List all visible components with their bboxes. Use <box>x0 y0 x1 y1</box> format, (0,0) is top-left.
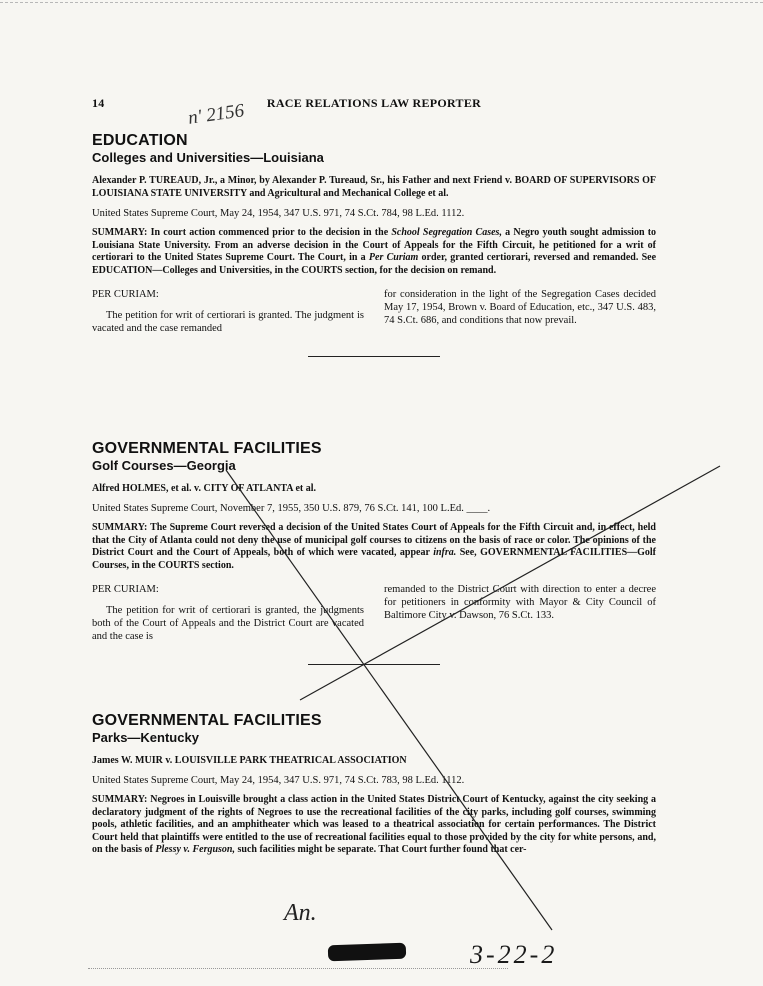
per-curiam-label: PER CURIAM: <box>92 289 159 301</box>
subsection-heading: Colleges and Universities—Louisiana <box>92 150 324 165</box>
summary-italic: infra. <box>433 547 457 559</box>
summary-text: See, GOVERNMENTAL FACILITIES—Golf Courses, in the COURTS section. <box>92 547 657 571</box>
summary-italic: Per Curiam <box>368 252 419 264</box>
summary-italic: School Segregation Cases, <box>391 227 502 238</box>
per-curiam-label: PER CURIAM: <box>92 584 159 596</box>
summary-text: Negroes in Louisville brought a class action in the United States District Court of Kentucky, against the city seeking a declaratory judgment of the rights of Negroes to use the recreational facilities of the city parks, including golf courses, swimming pools, athletic facilities, and an amphitheater which was leased to a theatrical association for certain performances. The District Court held that plaintiffs were entitled to the use of recreational facilities equal to those provided by the city for white persons, and, on the basis of <box>92 794 657 856</box>
section-heading: GOVERNMENTAL FACILITIES <box>92 440 322 457</box>
cross-out-line <box>300 466 720 700</box>
summary-label: SUMMARY: <box>92 794 148 805</box>
cross-out-line <box>226 470 552 930</box>
opinion-text: The petition for writ of certiorari is granted. The judgment is vacated and the case remanded <box>92 310 364 334</box>
summary-label: SUMMARY: <box>92 522 148 533</box>
subsection-heading: Golf Courses—Georgia <box>92 458 236 473</box>
summary-text: a Negro youth sought admission to Louisiana State University. From an adverse decision in the Court of Appeals for the Fifth Circuit, he petitioned for a writ of certiorari to the United States Supreme Court. The Court, in a <box>92 227 657 264</box>
page-number: 14 <box>92 96 105 110</box>
handwritten-note: n' 2156 <box>186 100 246 129</box>
section-heading: GOVERNMENTAL FACILITIES <box>92 712 322 729</box>
ink-smudge <box>328 943 407 962</box>
running-title: RACE RELATIONS LAW REPORTER <box>266 96 482 110</box>
case-citation: United States Supreme Court, May 24, 1954, 347 U.S. 971, 74 S.Ct. 783, 98 L.Ed. 1112. <box>92 775 465 786</box>
summary-text: order, granted certiorari, reversed and remanded. See EDUCATION—Colleges and Universities, in the COURTS section, for the decision on remand. <box>92 252 657 276</box>
opinion-text: The petition for writ of certiorari is granted, the judgments both of the Court of Appeals and the District Court are vacated and the case is <box>92 605 364 642</box>
handwritten-initials: An. <box>284 900 317 926</box>
subsection-heading: Parks—Kentucky <box>92 730 199 745</box>
case-citation: United States Supreme Court, May 24, 1954, 347 U.S. 971, 74 S.Ct. 784, 98 L.Ed. 1112. <box>92 208 465 219</box>
handwritten-date: 3-22-2 <box>470 940 558 969</box>
case-caption: Alexander P. TUREAUD, Jr., a Minor, by Alexander P. Tureaud, Sr., his Father and next Friend v. BOARD OF SUPERVISORS OF LOUISIANA STATE UNIVERSITY and Agricultural and Mechanical College et al. <box>92 175 656 199</box>
summary-label: SUMMARY: <box>92 227 148 238</box>
scan-noise-line <box>88 968 508 969</box>
opinion-text: remanded to the District Court with direction to enter a decree for petitioners in conformity with Mayor & City Council of Baltimore City v. Dawson, 76 S.Ct. 133. <box>384 584 656 621</box>
summary-text: such facilities might be separate. That Court further found that cer- <box>237 844 527 856</box>
summary-italic: Plessy v. Ferguson, <box>155 844 235 856</box>
case-citation: United States Supreme Court, November 7, 1955, 350 U.S. 879, 76 S.Ct. 141, 100 L.Ed. ____. <box>92 503 491 514</box>
opinion-text: for consideration in the light of the Segregation Cases decided May 17, 1954, Brown v. Board of Education, etc., 347 U.S. 483, 74 S.Ct. 686, and conditions that now prevail. <box>384 289 656 326</box>
section-heading: EDUCATION <box>92 132 188 149</box>
case-caption: James W. MUIR v. LOUISVILLE PARK THEATRICAL ASSOCIATION <box>92 755 407 766</box>
case-caption: Alfred HOLMES, et al. v. CITY OF ATLANTA et al. <box>92 483 316 494</box>
summary-text: In court action commenced prior to the decision in the <box>150 227 389 238</box>
summary-text: The Supreme Court reversed a decision of the United States Court of Appeals for the Fifth Circuit and, in effect, held that the City of Atlanta could not deny the use of municipal golf courses to citizens on the basis of race or color. The opinions of the District Court and the Court of Appeals, both of which were vacated, appear <box>92 522 656 559</box>
